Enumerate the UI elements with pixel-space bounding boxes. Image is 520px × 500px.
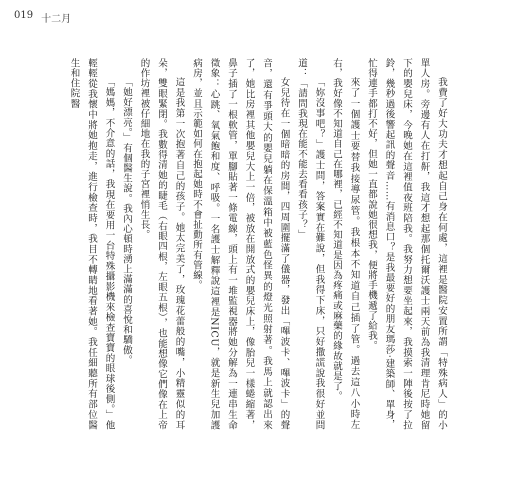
paragraph: 這是我第一次抱著自己的孩子。她太完美了，玫瑰花蕾般的嘴，小精靈似的耳朵，雙眼緊閉。我數得清她的睫毛（右眼四根，左眼五根），也能想像它們像在上帝的作坊裡被仔細地在我的子宮裡悄生長。 (138, 58, 185, 430)
page-header (14, 10, 71, 25)
paragraph: 「媽媽，不介意的話，我現在要用一台特殊攝影機來檢查寶寶的眼球後側。」他輕輕從我懷中將她抱走，進行檢查時，我目不轉睛地看著她。我任細聽所有部位醫生和住院醫 (68, 58, 115, 430)
paragraph: 來了一個護士要替我接導尿管。我根本不知道自己插了管。過去這八小時左右，我好像不知道自己在哪裡，已經不知道是因為疼痛或麻藥的緣故就是了。 (331, 58, 360, 430)
section-title: 十二月 (41, 14, 72, 25)
page-number: 019 (14, 10, 34, 21)
paragraph: 我費了好大功夫才想起自己身在何處，這裡是醫院安置所謂「特殊病人」的小單人房。旁邊有人在打鼾，我這才想起那個托爾沃護士兩天前為我清理肯尼時她留下的嬰兒床，今晚她在這裡值夜班陪我。我努力想要坐起來，我摸索一陣後按了拉鈴，幾秒過後響起訊的聲音……有消息口？是我最要好的朋友瑪莎‧建築師、單身，忙得連手都打不好，但她一直都說她很想我，便將手機遞了給我。 (366, 58, 447, 430)
paragraph: 「妳沒事吧？」護士問，答案實在難說，但我得下床，只好撒謊說我很好並問道：「請問我現在能不能去看看孩子？」 (296, 58, 325, 430)
paragraph: 「她好漂亮。」有個醫生說。我內心頓時湧上滿滿的喜悅和驕傲。 (121, 77, 132, 366)
vertical-text-body (68, 58, 450, 430)
paragraph: 女兒待在一個暗暗的房間，四周圍擺滿了儀器，發出「嗶波卡、嗶波卡」的聲音，還有爭頭大的嬰兒躺在保溫箱中被藍色怪異的燈光照射著。我馬上就認出來了，她比房裡其他嬰兒大上一倍，被放在開放式的嬰兒床上，像胎兒一樣蜷縮著，鼻子插了一根軟管，單腳貼著一條電線，頭上有一堆監視器將她分解為一連串生命徵象：心跳、氧氣飽和度、呼吸。一名護士解釋說這裡是NICU，就是新生兒加護病房，並且示範如何在抱起她時不會扯動所有管線。 (191, 58, 290, 430)
